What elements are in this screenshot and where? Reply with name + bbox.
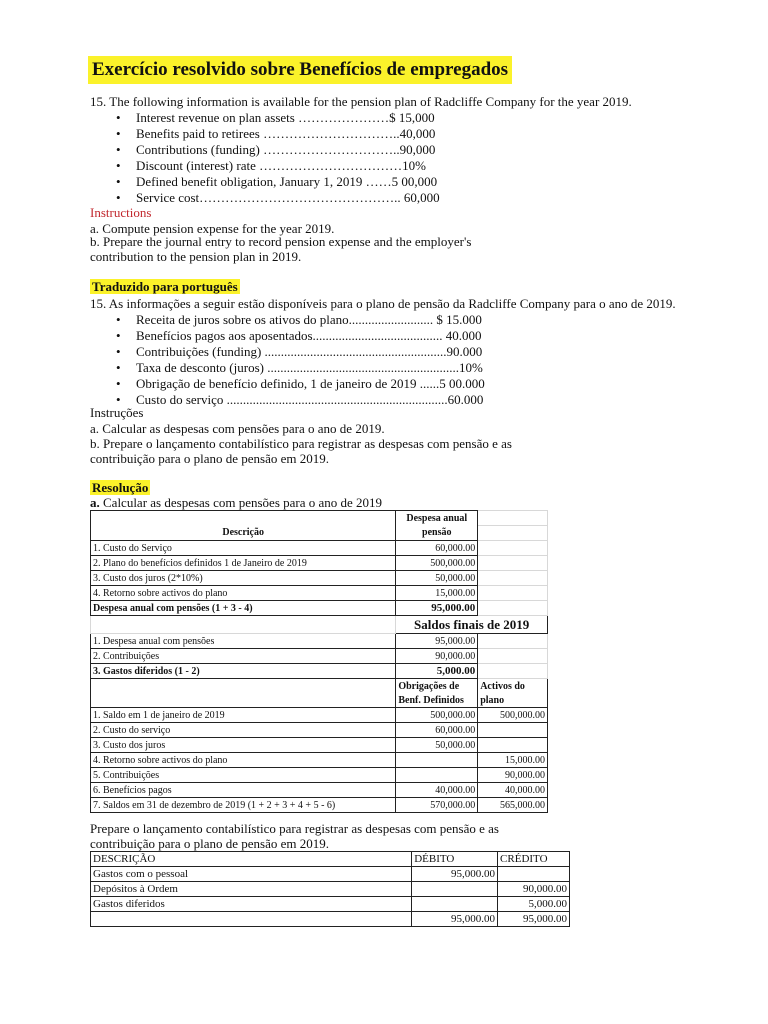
cell-obligation (396, 768, 478, 783)
list-item: • Custo do serviço ....................................................................60.000 (116, 392, 485, 408)
table-row (91, 634, 548, 649)
table-row (91, 586, 548, 601)
list-item: • Obrigação de benefício definido, 1 de janeiro de 2019 ......5 00.000 (116, 376, 485, 392)
cell-desc: 2. Contribuições (91, 649, 396, 664)
table-row (91, 541, 548, 556)
header-assets-1: Activos do (478, 679, 548, 694)
cell-obligation: 60,000.00 (396, 723, 478, 738)
portuguese-instruction-b2: contribuição para o plano de pensão em 2019. (90, 451, 329, 466)
list-item: • Contribuições (funding) ........................................................90.000 (116, 344, 485, 360)
cell-desc: 3. Custo dos juros (2*10%) (91, 571, 396, 586)
english-instruction-b1: b. Prepare the journal entry to record pension expense and the employer's (90, 234, 472, 249)
table-row (91, 768, 548, 783)
portuguese-instruction-a: a. Calcular as despesas com pensões para o ano de 2019. (90, 421, 385, 436)
cell-desc: 3. Gastos diferidos (1 - 2) (91, 664, 396, 679)
cell-credit (498, 867, 570, 882)
cell-desc: 1. Despesa anual com pensões (91, 634, 396, 649)
portuguese-list (116, 312, 485, 408)
english-instruction-b2: contribution to the pension plan in 2019. (90, 249, 302, 264)
cell-desc: 4. Retorno sobre activos do plano (91, 753, 396, 768)
cell-obligation: 500,000.00 (396, 708, 478, 723)
cell-desc (91, 912, 412, 927)
portuguese-instructions-label: Instruções (90, 405, 144, 420)
list-item: • Discount (interest) rate ……………………………10% (116, 158, 440, 174)
header-expense-1: Despesa anual (396, 511, 478, 526)
cell-value: 60,000.00 (396, 541, 478, 556)
table-row (91, 867, 570, 882)
header-obligations-2: Benf. Definidos (396, 693, 478, 708)
header-expense-2: pensão (396, 526, 478, 541)
cell-desc: 1. Saldo em 1 de janeiro de 2019 (91, 708, 396, 723)
cell-debit: 95,000.00 (412, 867, 498, 882)
portuguese-heading: Traduzido para português (92, 279, 238, 294)
cell-asset (478, 738, 548, 753)
header-obligations-1: Obrigações de (396, 679, 478, 694)
list-item: • Benefícios pagos aos aposentados........................................ 40.000 (116, 328, 485, 344)
cell-desc: 7. Saldos em 31 de dezembro de 2019 (1 + 2 + 3 + 4 + 5 - 6) (91, 798, 396, 813)
header-description: DESCRIÇÃO (91, 852, 412, 867)
cell-value: 500,000.00 (396, 556, 478, 571)
cell-value: 50,000.00 (396, 571, 478, 586)
journal-intro-2: contribuição para o plano de pensão em 2019. (90, 836, 329, 851)
cell-value: 95,000.00 (396, 634, 478, 649)
cell-desc: 6. Benefícios pagos (91, 783, 396, 798)
cell-desc: Depósitos à Ordem (91, 882, 412, 897)
cell-asset: 500,000.00 (478, 708, 548, 723)
cell-credit: 95,000.00 (498, 912, 570, 927)
header-credit: CRÉDITO (498, 852, 570, 867)
cell-debit: 95,000.00 (412, 912, 498, 927)
header-assets-2: plano (478, 693, 548, 708)
cell-debit (412, 897, 498, 912)
cell-desc: 2. Custo do serviço (91, 723, 396, 738)
list-item: • Benefits paid to retirees …………………………..40,000 (116, 126, 440, 142)
cell-debit (412, 882, 498, 897)
cell-asset: 565,000.00 (478, 798, 548, 813)
journal-entry-table (90, 851, 570, 927)
part-a-letter: a. (90, 495, 100, 510)
cell-desc: Despesa anual com pensões (1 + 3 - 4) (91, 601, 396, 616)
header-debit: DÉBITO (412, 852, 498, 867)
cell-asset: 90,000.00 (478, 768, 548, 783)
saldos-finais-title: Saldos finais de 2019 (396, 616, 548, 634)
table-row (91, 723, 548, 738)
cell-asset (478, 723, 548, 738)
cell-desc: 2. Plano do benefícios definidos 1 de Janeiro de 2019 (91, 556, 396, 571)
table-row (91, 649, 548, 664)
table-row (91, 601, 548, 616)
cell-value: 15,000.00 (396, 586, 478, 601)
cell-obligation: 570,000.00 (396, 798, 478, 813)
portuguese-instruction-b1: b. Prepare o lançamento contabilístico para registrar as despesas com pensão e as (90, 436, 512, 451)
cell-desc: Gastos com o pessoal (91, 867, 412, 882)
cell-credit: 90,000.00 (498, 882, 570, 897)
table-row (91, 738, 548, 753)
table-row (91, 571, 548, 586)
table-row (91, 897, 570, 912)
english-instruction-a: a. Compute pension expense for the year 2019. (90, 221, 335, 236)
list-item: • Taxa de desconto (juros) ...........................................................10% (116, 360, 485, 376)
list-item: • Defined benefit obligation, January 1, 2019 ……5 00,000 (116, 174, 440, 190)
journal-intro-1: Prepare o lançamento contabilístico para registrar as despesas com pensão e as (90, 821, 499, 836)
resolution-part-a (90, 495, 382, 511)
page-title: Exercício resolvido sobre Benefícios de empregados (88, 56, 512, 84)
cell-value: 90,000.00 (396, 649, 478, 664)
table-row (91, 556, 548, 571)
header-description: Descrição (91, 526, 396, 541)
resolution-heading: Resolução (92, 480, 149, 495)
list-item: • Service cost……………………………………….. 60,000 (116, 190, 440, 206)
table-row (91, 783, 548, 798)
table-row (91, 882, 570, 897)
pension-expense-table (90, 510, 548, 813)
list-item: • Receita de juros sobre os ativos do plano.......................... $ 15.000 (116, 312, 485, 328)
table-row (91, 912, 570, 927)
cell-asset: 40,000.00 (478, 783, 548, 798)
english-intro: 15. The following information is available for the pension plan of Radcliffe Company for the year 2019. (90, 94, 632, 109)
cell-obligation: 40,000.00 (396, 783, 478, 798)
cell-desc: 1. Custo do Serviço (91, 541, 396, 556)
cell-credit: 5,000.00 (498, 897, 570, 912)
part-a-text: Calcular as despesas com pensões para o ano de 2019 (99, 495, 383, 510)
list-item: • Interest revenue on plan assets …………………$ 15,000 (116, 110, 440, 126)
cell-asset: 15,000.00 (478, 753, 548, 768)
english-list (116, 110, 440, 206)
cell-desc: 5. Contribuições (91, 768, 396, 783)
cell-desc: 3. Custo dos juros (91, 738, 396, 753)
english-instructions-label: Instructions (90, 205, 152, 220)
cell-desc: Gastos diferidos (91, 897, 412, 912)
table-row (91, 708, 548, 723)
cell-obligation (396, 753, 478, 768)
portuguese-intro: 15. As informações a seguir estão disponíveis para o plano de pensão da Radcliffe Company para o ano de 2019. (90, 296, 676, 311)
table-row (91, 798, 548, 813)
cell-desc: 4. Retorno sobre activos do plano (91, 586, 396, 601)
cell-obligation: 50,000.00 (396, 738, 478, 753)
list-item: • Contributions (funding) …………………………..90,000 (116, 142, 440, 158)
table-row (91, 753, 548, 768)
cell-value: 5,000.00 (396, 664, 478, 679)
cell-value: 95,000.00 (396, 601, 478, 616)
table-row (91, 664, 548, 679)
